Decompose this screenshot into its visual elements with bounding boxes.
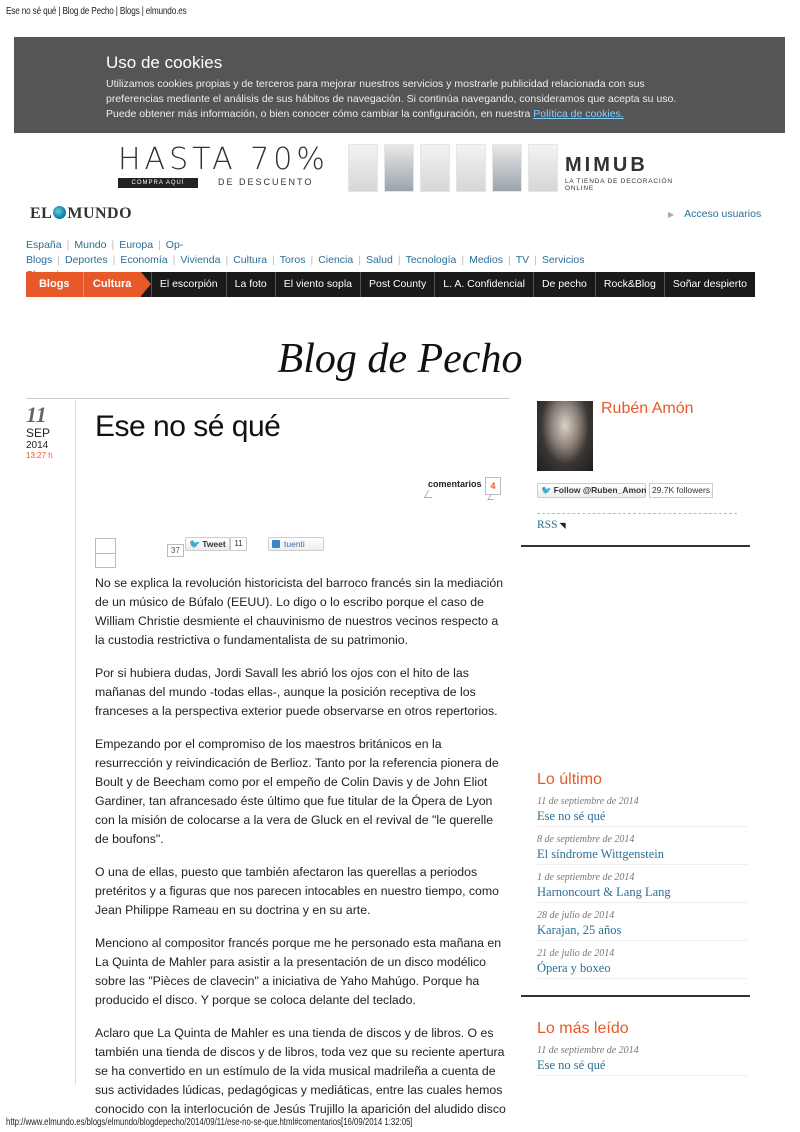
separator: | [534,254,537,266]
cultura-nav-button[interactable]: Cultura [83,272,141,297]
separator: | [507,254,511,266]
followers-count: 29.7K followers [649,483,713,498]
ad-product-image [528,144,558,192]
section-link[interactable]: Salud [365,254,393,266]
ad-product-images [348,144,558,192]
lo-ultimo-heading: Lo último [537,771,602,788]
ad-cta[interactable]: COMPRA AQUÍ [118,178,198,188]
comments-count-badge[interactable]: 4 [485,477,501,495]
separator: | [112,254,116,266]
tweet-count: 11 [230,537,247,551]
ad-product-image [492,144,522,192]
separator: | [158,239,161,251]
ad-subheadline: DE DESCUENTO [218,177,314,187]
facebook-like-box[interactable] [95,538,116,568]
tuenti-icon [272,540,280,548]
blog-title[interactable]: Blog de Pecho [277,336,523,382]
sidebar-item-link[interactable]: Karajan, 25 años [537,922,747,941]
triangle-right-icon: ▶ [668,210,675,219]
section-link[interactable]: Europa [119,239,154,251]
article-paragraph: Empezando por el compromiso de los maestros británicos en la resurrección y reivindicación de Berlioz. Tanto por la referencia pionera de Boult y de Beecham como por el empeño de Colin Davis y de John Eliot Gardiner, tan afrancesado éste último que fue titular de la Ópera de Lyon con la misión de colocarse a la vera de Gluck en el revival de "le querelle de boufons". [95,737,499,846]
cookie-policy-link[interactable]: Política de cookies. [533,108,624,120]
article-paragraph: Por si hubiera dudas, Jordi Savall les abrió los ojos con el hito de las mañanas del mundo -todas ellas-, aunque la posición receptiva de los franceses a la perspectiva exterior puede observarse en otros repertorios. [95,666,498,718]
sidebar-item-date: 21 de julio de 2014 [537,948,615,959]
post-year: 2014 [26,440,49,451]
sidebar-list-item [537,795,747,827]
ad-headline: HASTA 70% [118,142,329,177]
section-link[interactable]: Deportes [65,254,108,266]
post-title: Ese no sé qué [95,410,281,443]
separator: | [397,254,401,266]
acceso-usuarios-link[interactable]: ▶ Acceso usuarios [668,208,762,220]
section-link[interactable]: Economía [120,254,168,266]
article-paragraph: Aclaro que La Quinta de Mahler es una tienda de discos y de libros. O es también una tienda de discos y de libros, toda vez que su reciente apertura se ha convertido en un estímulo de la vida musical madrileña a cuenta de sus actividades lúdicas, pedagógicas y mediáticas, entre las cuales hemos conocido con la interlocución de Jesús Trujillo la aparición del aludido disco [95,1026,506,1116]
blogs-nav-button[interactable]: Blogs [26,272,83,297]
ad-brand-tagline: LA TIENDA DE DECORACIÓN ONLINE [565,178,673,192]
sidebar-item-link[interactable]: El síndrome Wittgenstein [537,846,747,865]
sidebar-divider [521,995,750,997]
post-date [26,402,76,460]
divider [537,513,737,514]
sidebar-item-date: 8 de septiembre de 2014 [537,834,635,845]
sidebar-item-link[interactable]: Harnoncourt & Lang Lang [537,884,747,903]
comment-pointer-icon [487,494,496,500]
section-link[interactable]: Toros [279,254,306,266]
section-link[interactable]: Op-Blogs [26,239,184,266]
print-page-header: Ese no sé qué | Blog de Pecho | Blogs | elmundo.es [6,6,187,17]
sidebar-list-item [537,871,747,903]
section-link[interactable]: TV [515,254,530,266]
comments-link[interactable]: comentarios [428,479,482,489]
section-link[interactable]: Servicios [541,254,585,266]
cookie-text: Utilizamos cookies propias y de terceros para mejorar nuestros servicios y mostrarle publicidad relacionada con sus preferencias mediante el análisis de sus hábitos de navegación. Si continúa navegando, consideramos que acepta su uso. Puede obtener más información, o bien conocer cómo cambiar la configuración, en nuestra Política de cookies. [106,78,677,120]
separator: | [461,254,465,266]
sidebar-item-link[interactable]: Ópera y boxeo [537,960,747,979]
blog-tab[interactable]: De pecho [533,272,595,297]
globe-icon [53,206,66,219]
tweet-button[interactable]: 🐦 Tweet [185,537,230,551]
section-link[interactable]: Vivienda [180,254,221,266]
rss-link[interactable]: RSS ◥ [537,519,566,531]
separator: | [358,254,361,266]
sidebar-item-link[interactable]: Ese no sé qué [537,808,747,827]
tuenti-button[interactable]: tuenti [268,537,324,551]
blog-tab[interactable]: La foto [226,272,275,297]
blog-tab[interactable]: Rock&Blog [595,272,664,297]
sidebar-list-item [537,909,747,941]
nav-arrow-icon [141,272,151,296]
sidebar-item-date: 1 de septiembre de 2014 [537,872,635,883]
mas-leido-list [537,1044,747,1082]
sidebar-list-item [537,1044,747,1076]
section-link[interactable]: Medios [469,254,503,266]
sidebar-item-date: 11 de septiembre de 2014 [537,1045,639,1056]
twitter-follow-button[interactable]: 🐦 Follow @Ruben_Amon [537,483,646,498]
separator: | [272,254,275,266]
elmundo-logo[interactable]: EL MUNDO [30,205,133,222]
share-count: 37 [167,544,184,557]
separator: | [66,239,70,251]
author-name[interactable]: Rubén Amón [601,400,694,417]
divider [26,398,510,399]
date-column-divider [75,400,76,1085]
twitter-bird-icon: 🐦 [541,485,552,495]
blog-tab[interactable]: El viento sopla [275,272,360,297]
post-time: 13:27 h [26,451,53,460]
section-link[interactable]: España [26,239,62,251]
print-page-footer: http://www.elmundo.es/blogs/elmundo/blogdepecho/2014/09/11/ese-no-se-que.html#comentarios[16/09/2014 1:32:05] [6,1117,413,1128]
ad-product-image [384,144,414,192]
separator: | [225,254,229,266]
blog-tab[interactable]: El escorpión [151,272,226,297]
article-paragraph: O una de ellas, puesto que también afectaron las querellas a periodos pretéritos y a figuras que nos parecen intocables en nuestro tiempo, como Jean Philippe Rameau en su doctrina y en su arte. [95,865,499,917]
blog-tab[interactable]: L. A. Confidencial [434,272,533,297]
blog-nav-bar [26,272,755,297]
sidebar-item-date: 11 de septiembre de 2014 [537,796,639,807]
cookie-banner [14,37,785,133]
author-avatar[interactable] [537,401,593,471]
ad-banner[interactable] [112,140,702,195]
lo-ultimo-list [537,795,747,985]
section-link[interactable]: Cultura [233,254,268,266]
blog-tab[interactable]: Soñar despierto [664,272,755,297]
post-month: SEP [26,426,51,440]
section-link[interactable]: Mundo [74,239,107,251]
article-paragraph: No se explica la revolución historicista del barroco francés sin la mediación de un músico de Búfalo (EEUU). Lo digo o lo escribo porque el caso de William Christie desmiente el chauvinismo de nuestros vecinos respecto a la custodia restrictiva o fundamentalista de su patrimonio. [95,576,504,647]
article-body [95,574,507,1132]
separator: | [57,254,60,266]
separator: | [111,239,115,251]
ad-product-image [348,144,378,192]
twitter-bird-icon: 🐦 [189,539,201,549]
section-link[interactable]: Ciencia [318,254,354,266]
separator: | [172,254,176,266]
mas-leido-heading: Lo más leído [537,1020,629,1037]
section-link[interactable]: Tecnología [405,254,457,266]
rss-icon: ◥ [559,521,566,530]
sidebar-divider [521,545,750,547]
ad-brand: MIMUB [565,154,648,176]
post-day: 11 [26,402,47,427]
sidebar-list-item [537,833,747,865]
sidebar-item-link[interactable]: Ese no sé qué [537,1057,747,1076]
cookie-title: Uso de cookies [106,53,223,72]
separator: | [310,254,314,266]
comment-pointer-icon [424,490,437,498]
ad-product-image [456,144,486,192]
sidebar-list-item [537,947,747,979]
ad-product-image [420,144,450,192]
sidebar-item-date: 28 de julio de 2014 [537,910,615,921]
article-paragraph: Menciono al compositor francés porque me he personado esta mañana en La Quinta de Mahler para asistir a la presentación de un disco modélico sobre las "Pièces de clavecin" a iniciativa de Yaho Mahúgo. Porque ha producido el disco. Y porque se coloca delante del teclado. [95,936,502,1007]
blog-tab[interactable]: Post County [360,272,434,297]
